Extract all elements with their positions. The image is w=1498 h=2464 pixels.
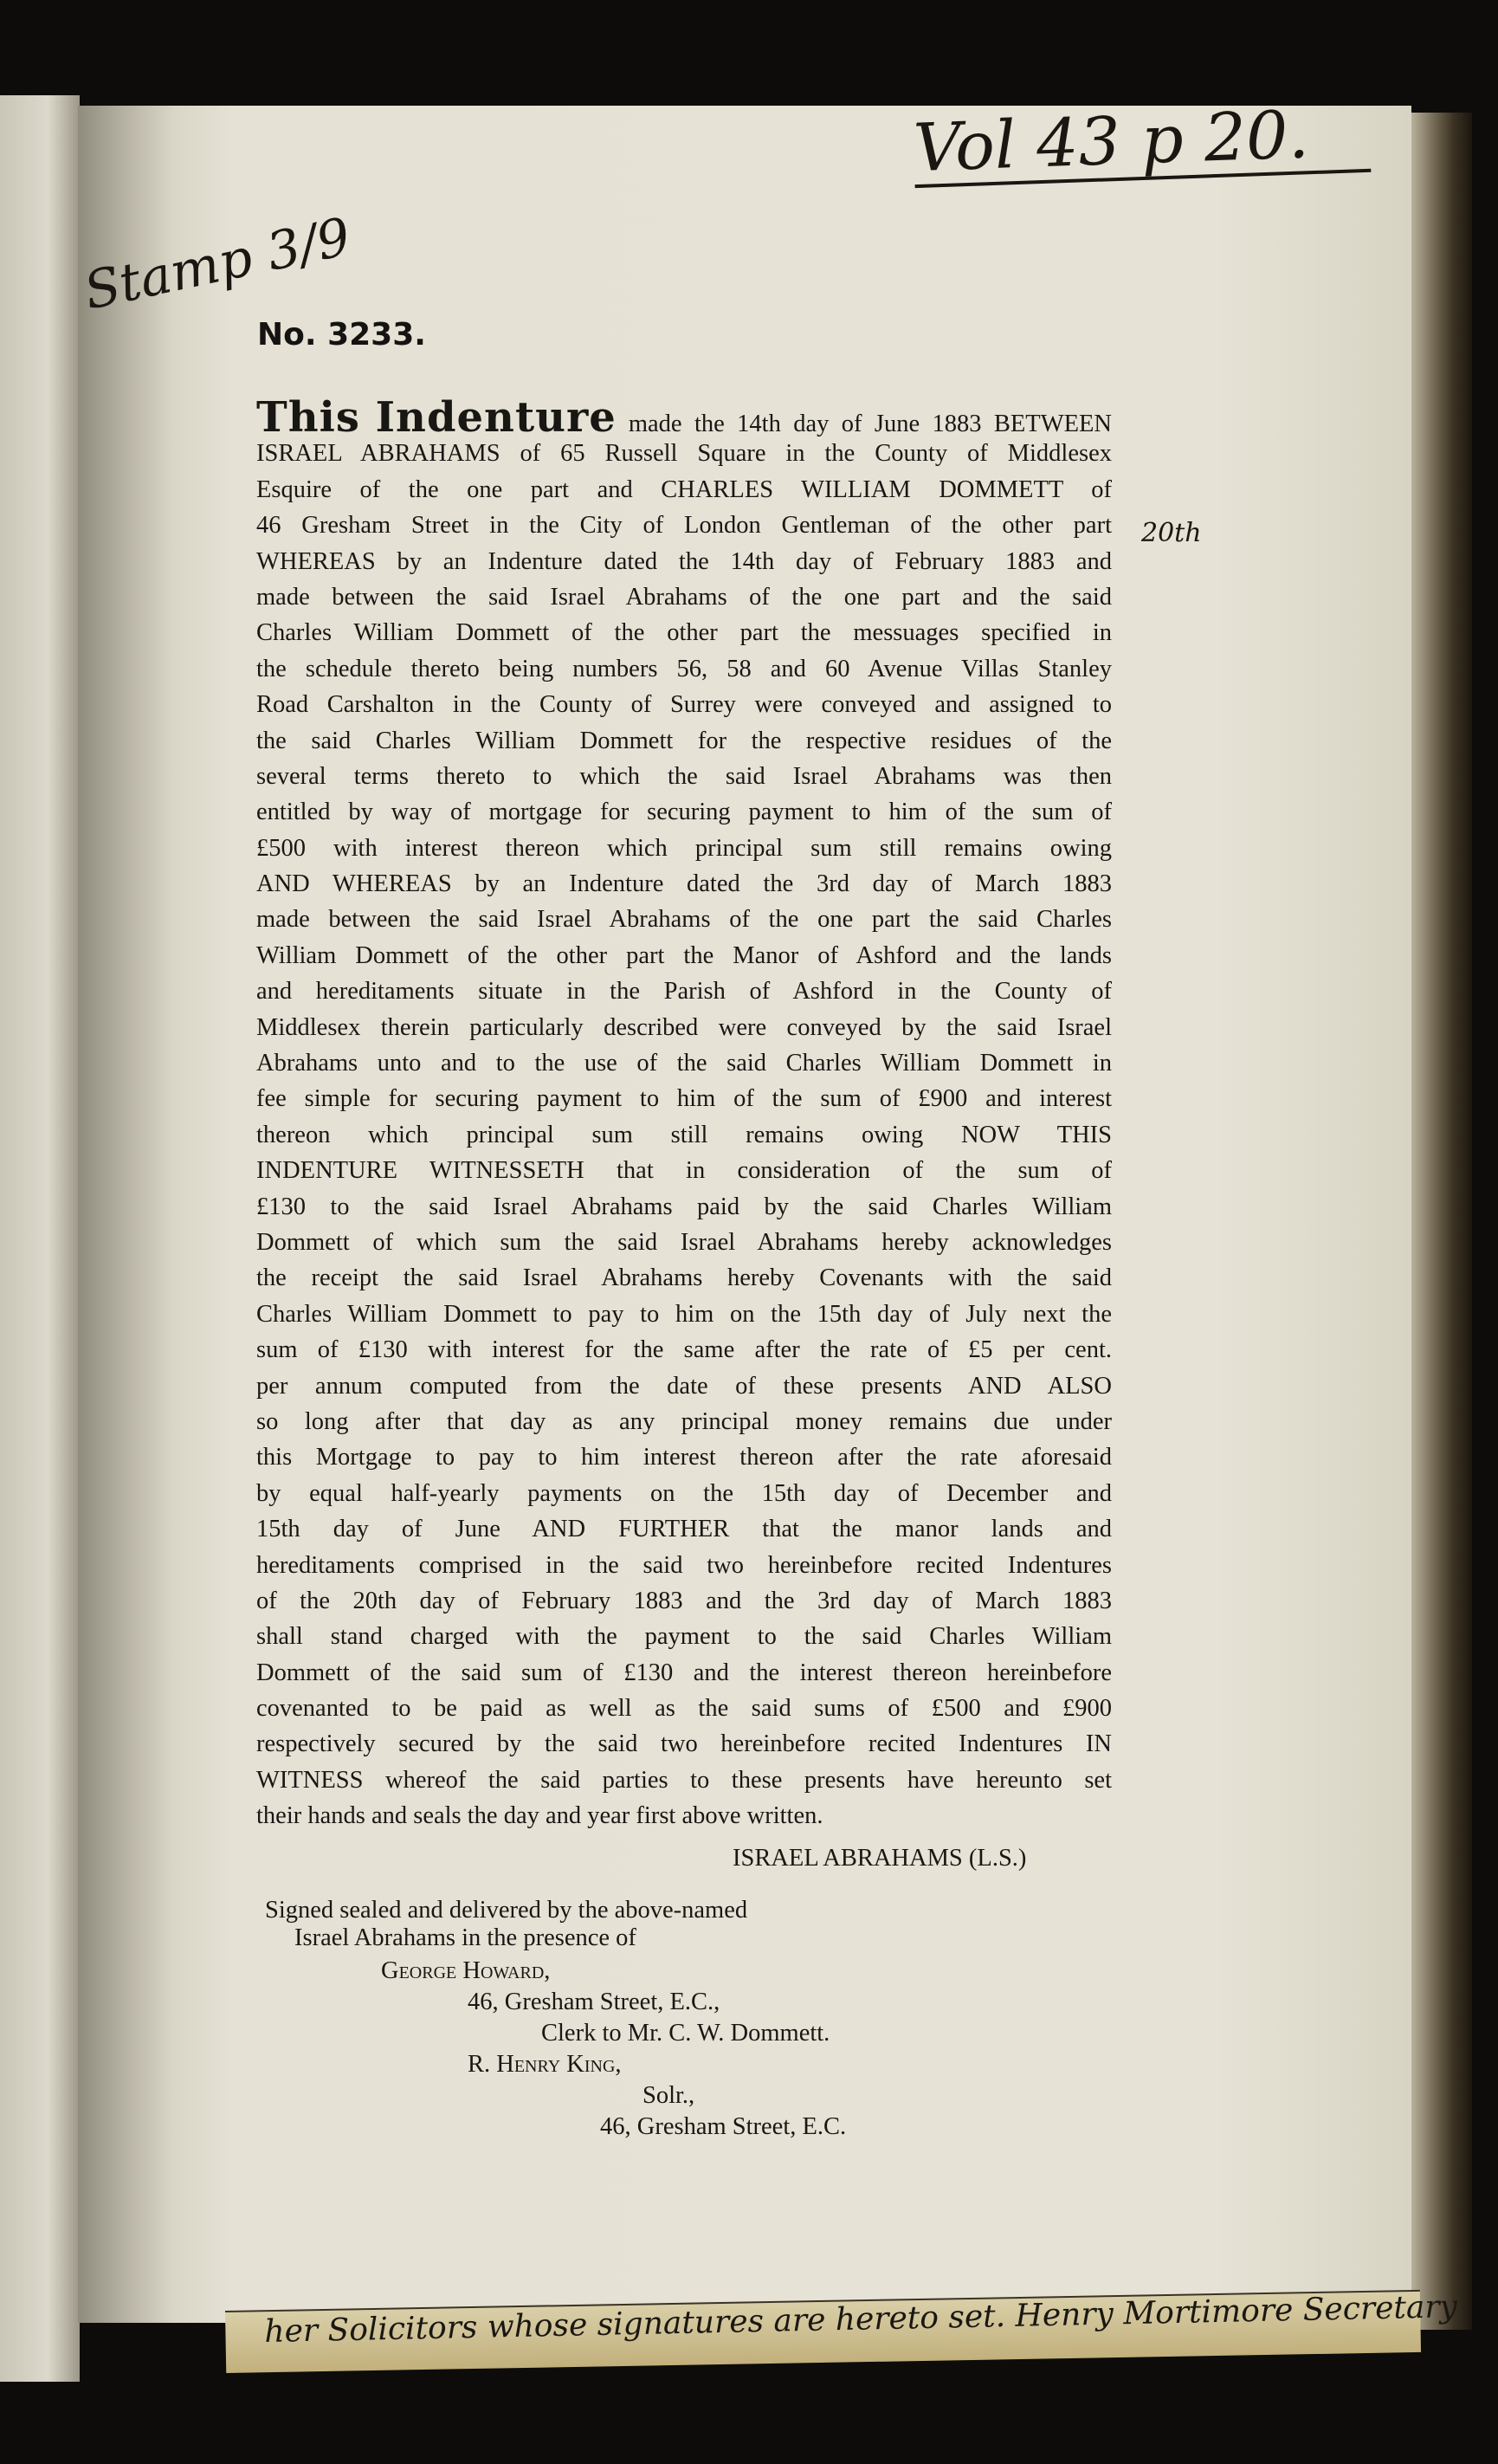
attestation-line-1: Signed sealed and delivered by the above-named (265, 1897, 748, 1924)
body-line: £500 with interest thereon which principal sum still remains owing (256, 834, 1112, 862)
witness2-name: R. Henry King, (468, 2051, 622, 2078)
witness2-address: 46, Gresham Street, E.C. (600, 2113, 847, 2140)
body-line: Charles William Dommett to pay to him on the 15th day of July next the (256, 1300, 1112, 1328)
body-line: several terms thereto to which the said Israel Abrahams was then (256, 762, 1112, 790)
body-line: WITNESS whereof the said parties to these presents have hereunto set (256, 1766, 1112, 1794)
body-line: INDENTURE WITNESSETH that in consideration of the sum of (256, 1157, 1112, 1185)
body-line: shall stand charged with the payment to the said Charles William (256, 1623, 1112, 1651)
margin-stamp-note: Stamp 3/9 (79, 206, 356, 322)
document-number: No. 3233. (257, 317, 426, 352)
body-line: the said Charles William Dommett for the respective residues of the (256, 727, 1112, 754)
body-line: by equal half-yearly payments on the 15th day of December and (256, 1479, 1112, 1507)
volume-reference-note: Vol 43 p 20. (913, 96, 1371, 188)
body-line: 46 Gresham Street in the City of London Gentleman of the other part (256, 512, 1112, 540)
body-line: Abrahams unto and to the use of the said Charles William Dommett in (256, 1050, 1112, 1077)
party-name: ISRAEL ABRAHAMS (733, 1845, 963, 1872)
body-line: hereditaments comprised in the said two hereinbefore recited Indentures (256, 1551, 1112, 1579)
body-line: Dommett of which sum the said Israel Abrahams hereby acknowledges (256, 1228, 1112, 1256)
body-line: Charles William Dommett of the other part the messuages specified in (256, 619, 1112, 647)
first-line-text: made the 14th day of June 1883 BETWEEN (628, 411, 1112, 437)
first-line (256, 393, 1112, 442)
attestation-line-2: Israel Abrahams in the presence of (294, 1924, 636, 1951)
body-line: 15th day of June AND FURTHER that the manor lands and (256, 1516, 1112, 1543)
witness2-role: Solr., (642, 2082, 695, 2109)
indenture-body (256, 393, 1112, 1834)
body-line: the schedule thereto being numbers 56, 58 and 60 Avenue Villas Stanley (256, 655, 1112, 682)
body-line: Middlesex therein particularly described were conveyed by the said Israel (256, 1013, 1112, 1041)
body-line: ISRAEL ABRAHAMS of 65 Russell Square in the County of Middlesex (256, 440, 1112, 468)
body-line: £130 to the said Israel Abrahams paid by the said Charles William (256, 1193, 1112, 1220)
body-line: Road Carshalton in the County of Surrey were conveyed and assigned to (256, 691, 1112, 719)
bottom-handwritten-note: her Solicitors whose signatures are hereto set. Henry Mortimore Secretary (264, 2289, 1458, 2350)
body-line: thereon which principal sum still remains owing NOW THIS (256, 1121, 1112, 1148)
body-line: entitled by way of mortgage for securing payment to him of the sum of (256, 799, 1112, 826)
date-correction-note: 20th (1141, 518, 1202, 548)
page-stack-edge (1411, 113, 1472, 2330)
body-line: their hands and seals the day and year first above written. (256, 1802, 823, 1830)
witness1-role: Clerk to Mr. C. W. Dommett. (541, 2020, 830, 2047)
body-line: the receipt the said Israel Abrahams hereby Covenants with the said (256, 1264, 1112, 1292)
party-signature (733, 1845, 1026, 1872)
body-line: respectively secured by the said two hereinbefore recited Indentures IN (256, 1730, 1112, 1758)
body-line: per annum computed from the date of these presents AND ALSO (256, 1372, 1112, 1400)
body-line: this Mortgage to pay to him interest thereon after the rate aforesaid (256, 1444, 1112, 1471)
body-line: WHEREAS by an Indenture dated the 14th day of February 1883 and (256, 547, 1112, 575)
body-line: fee simple for securing payment to him of the sum of £900 and interest (256, 1085, 1112, 1113)
body-line: covenanted to be paid as well as the said sums of £500 and £900 (256, 1695, 1112, 1723)
body-line: made between the said Israel Abrahams of the one part the said Charles (256, 906, 1112, 934)
body-line: William Dommett of the other part the Manor of Ashford and the lands (256, 941, 1112, 969)
body-line: of the 20th day of February 1883 and the 3rd day of March 1883 (256, 1587, 1112, 1614)
body-line: sum of £130 with interest for the same after the rate of £5 per cent. (256, 1336, 1112, 1364)
facing-page-edge (0, 95, 80, 2382)
body-line: and hereditaments situate in the Parish of Ashford in the County of (256, 978, 1112, 1006)
body-line: made between the said Israel Abrahams of the one part and the said (256, 583, 1112, 611)
witness1-address: 46, Gresham Street, E.C., (468, 1989, 720, 2015)
witness1-name: George Howard, (381, 1957, 551, 1984)
body-line: AND WHEREAS by an Indenture dated the 3rd day of March 1883 (256, 870, 1112, 898)
body-line: so long after that day as any principal money remains due under (256, 1407, 1112, 1435)
body-line: Esquire of the one part and CHARLES WILLIAM DOMMETT of (256, 475, 1112, 503)
seal-mark: (L.S.) (968, 1845, 1027, 1872)
body-line: Dommett of the said sum of £130 and the interest thereon hereinbefore (256, 1659, 1112, 1686)
indenture-heading: This Indenture (256, 393, 617, 442)
body-lines (256, 436, 1112, 1833)
